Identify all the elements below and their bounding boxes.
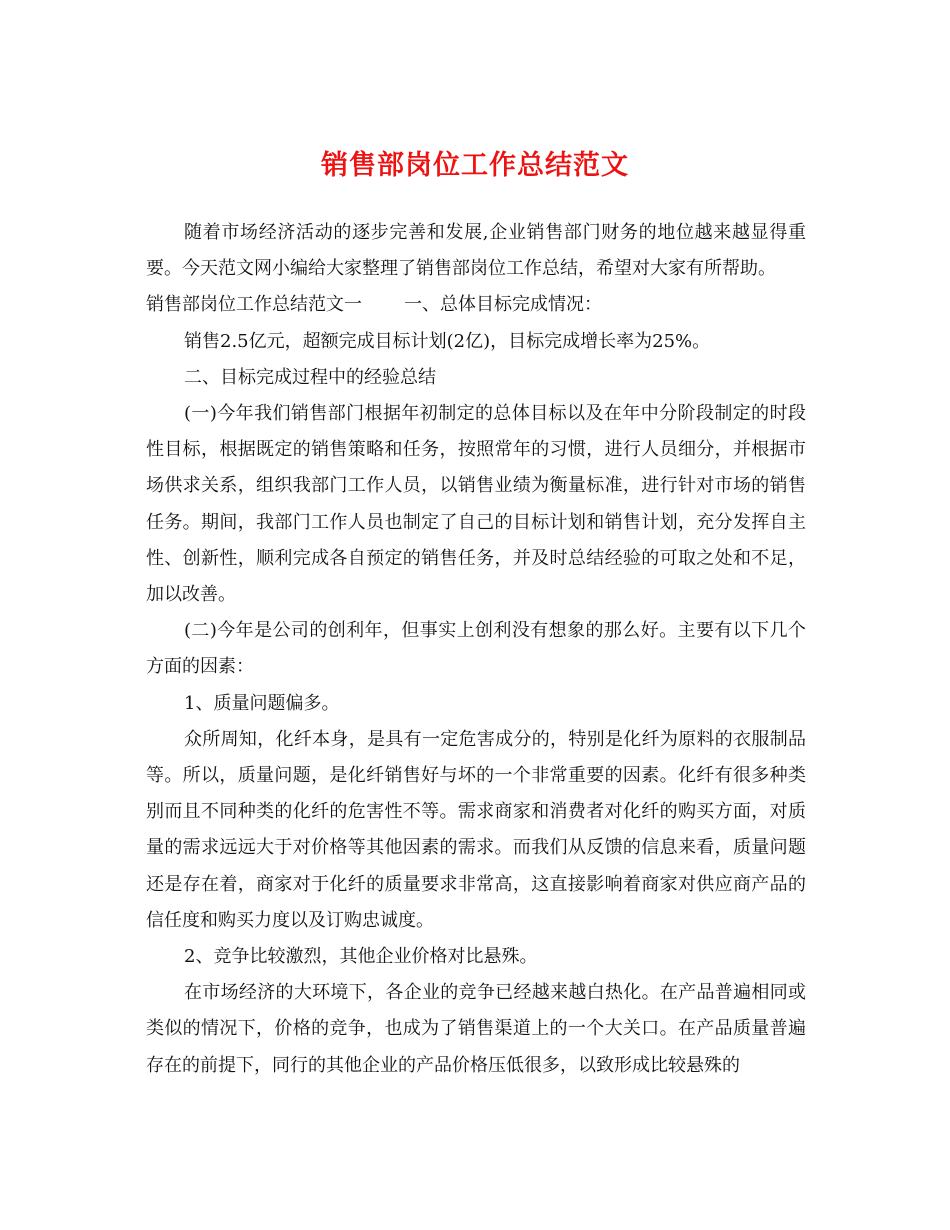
paragraph-intro: 随着市场经济活动的逐步完善和发展,企业销售部门财务的地位越来越显得重要。今天范文网小编给大家整理了销售部岗位工作总结，希望对大家有所帮助。 (146, 222, 806, 280)
document-title: 销售部岗位工作总结范文 (321, 150, 629, 181)
paragraph-item-one: (一)今年我们销售部门根据年初制定的总体目标以及在年中分阶段制定的时段性目标，根据既定的销售策略和任务，按照常年的习惯，进行人员细分，并根据市场供求关系，组织我部门工作人员，以销售业绩为衡量标准，进行针对市场的销售任务。期间，我部门工作人员也制定了自己的目标计划和销售计划，充分发挥自主性、创新性，顺利完成各自预定的销售任务，并及时总结经验的可取之处和不足，加以改善。 (146, 403, 806, 606)
subheading-competition: 2、竞争比较激烈，其他企业价格对比悬殊。 (184, 946, 538, 968)
paragraph-item-two: (二)今年是公司的创利年，但事实上创利没有想象的那么好。主要有以下几个方面的因素： (146, 620, 806, 678)
subheading-quality: 1、质量问题偏多。 (184, 692, 340, 714)
section-one-heading: 一、总体目标完成情况： (404, 294, 602, 316)
paragraph-sample-heading-line (146, 287, 806, 323)
paragraph-competition: 在市场经济的大环境下，各企业的竞争已经越来越白热化。在产品普遍相同或类似的情况下，价格的竞争，也成为了销售渠道上的一个大关口。在产品质量普遍存在的前提下，同行的其他企业的产品价格压低很多，以致形成比较悬殊的 (146, 982, 806, 1076)
section-two-heading: 二、目标完成过程中的经验总结 (184, 366, 436, 388)
paragraph-sales-figures: 销售2.5亿元，超额完成目标计划(2亿)，目标完成增长率为25%。 (184, 330, 711, 352)
document-body (146, 215, 806, 1084)
paragraph-quality: 众所周知，化纤本身，是具有一定危害成分的，特别是化纤为原料的衣服制品等。所以，质量问题，是化纤销售好与坏的一个非常重要的因素。化纤有很多种类别而且不同种类的化纤的危害性不等。需求商家和消费者对化纤的购买方面，对质量的需求远远大于对价格等其他因素的需求。而我们从反馈的信息来看，质量问题还是存在着，商家对于化纤的质量要求非常高，这直接影响着商家对供应商产品的信任度和购买力度以及订购忠诚度。 (146, 728, 806, 931)
sample-heading: 销售部岗位工作总结范文一 (146, 294, 362, 316)
